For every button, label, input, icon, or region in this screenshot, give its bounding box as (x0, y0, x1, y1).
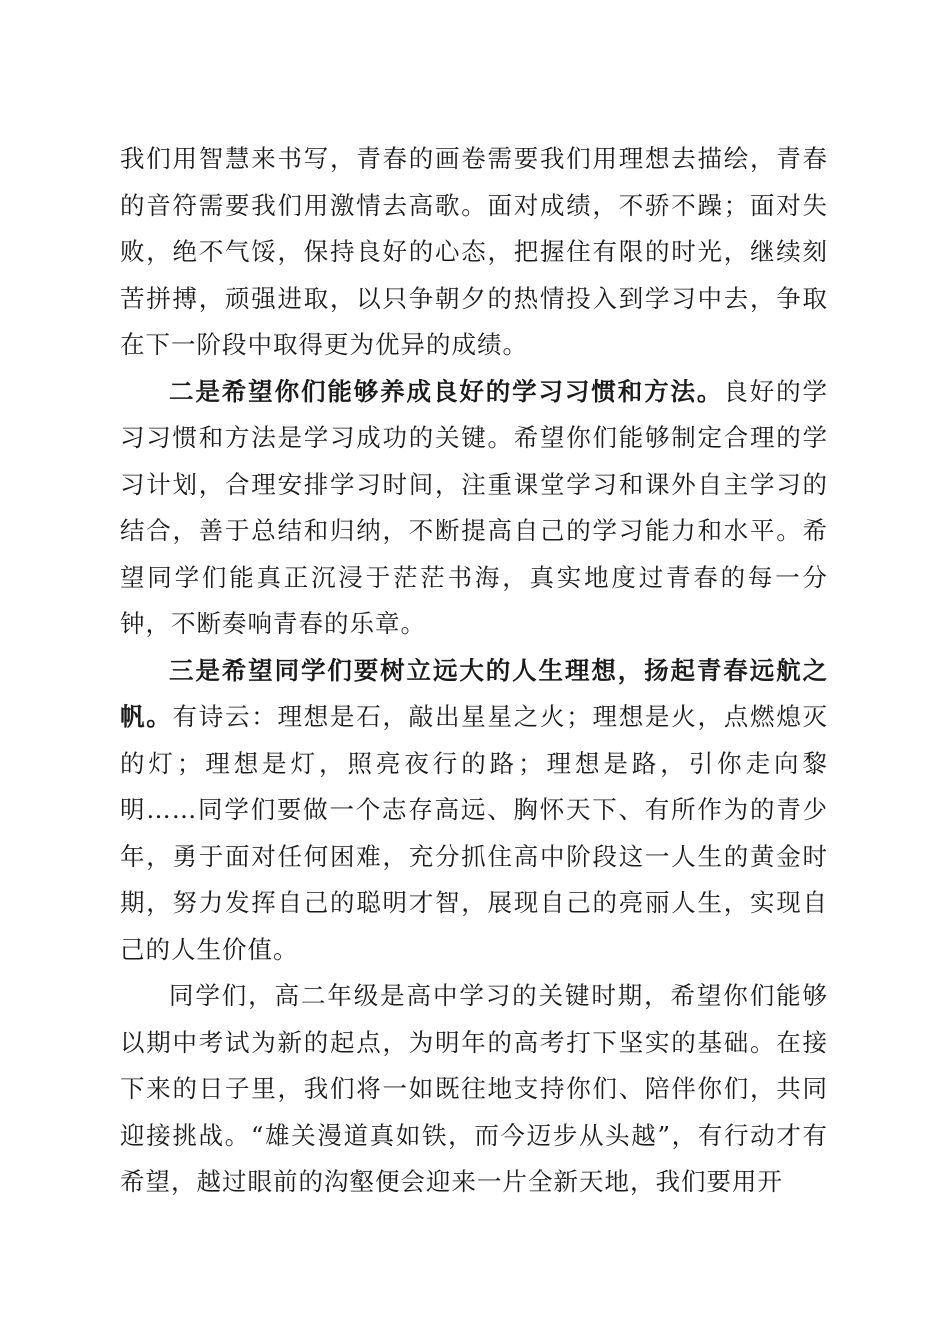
paragraph-text: 我们用智慧来书写，青春的画卷需要我们用理想去描绘，青春的音符需要我们用激情去高歌。面对成绩，不骄不躁；面对失败，绝不气馁，保持良好的心态，把握住有限的时光，继续刻苦拼搏，顽强进取，以只争朝夕的热情投入到学习中去，争取在下一阶段中取得更为优异的成绩。 (120, 144, 828, 359)
paragraph-lead: 三是希望同学们要树立远大的人生理想，扬起青春远航之帆。 (120, 655, 828, 731)
paragraph-text: 良好的学习习惯和方法是学习成功的关键。希望你们能够制定合理的学习计划，合理安排学习时间，注重课堂学习和课外自主学习的结合，善于总结和归纳，不断提高自己的学习能力和水平。希望同学们能真正沉浸于茫茫书海，真实地度过青春的每一分钟，不断奏响青春的乐章。 (120, 376, 828, 638)
paragraph-habits (120, 369, 828, 648)
paragraph-lead: 二是希望你们能够养成良好的学习习惯和方法。 (169, 376, 724, 406)
paragraph-continued (120, 136, 828, 369)
paragraph-text: 有诗云：理想是石，敲出星星之火；理想是火，点燃熄灭的灯；理想是灯，照亮夜行的路；理想是路，引你走向黎明……同学们要做一个志存高远、胸怀天下、有所作为的青少年，勇于面对任何困难，充分抓住高中阶段这一人生的黄金时期，努力发挥自己的聪明才智，展现自己的亮丽人生，实现自己的人生价值。 (120, 702, 828, 964)
document-body (120, 136, 828, 1206)
paragraph-text: 同学们，高二年级是高中学习的关键时期，希望你们能够以期中考试为新的起点，为明年的高考打下坚实的基础。在接下来的日子里，我们将一如既往地支持你们、陪伴你们，共同迎接挑战。“雄关漫道真如铁，而今迈步从头越”，有行动才有希望，越过眼前的沟壑便会迎来一片全新天地，我们要用开 (120, 981, 828, 1196)
paragraph-closing (120, 973, 828, 1206)
paragraph-ideals (120, 648, 828, 974)
